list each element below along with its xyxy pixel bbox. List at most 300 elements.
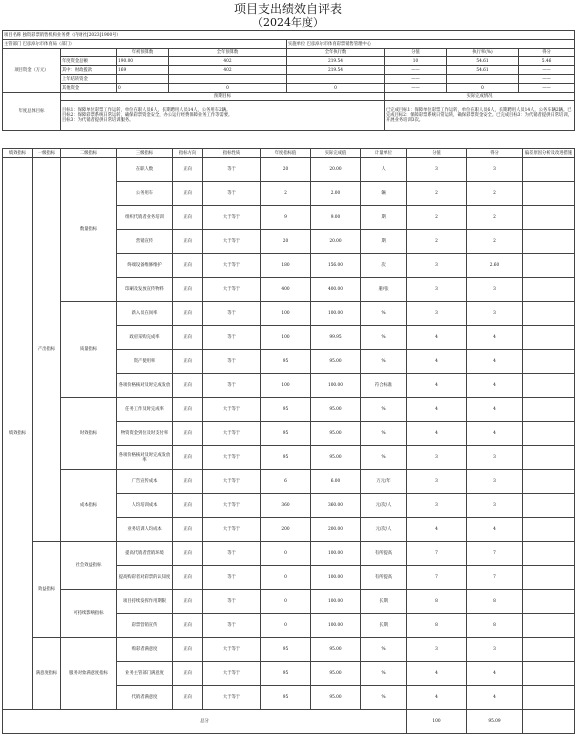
indicator-property: 等于 [203,158,261,182]
indicator-direction: 正向 [173,350,203,374]
goal-expected-header: 预期目标 [61,93,385,101]
dept-cell [3,40,287,49]
unit: 长期 [361,590,407,614]
funds-cell: 10 [385,57,447,66]
funds-cell: 0 [287,84,385,93]
level3-indicator: 政府采购完成率 [117,326,173,350]
deviation-note [523,158,575,182]
indicator-property: 大于等于 [203,686,261,710]
actual-value: 360.00 [311,494,361,518]
score-value: 7 [407,566,467,590]
target-value: 200 [261,518,311,542]
actual-value: 95.00 [311,638,361,662]
goal-label: 年度总体目标 [3,93,61,131]
score-value: 3 [407,158,467,182]
indicator-property: 大于等于 [203,278,261,302]
obtained-score: 4 [467,686,523,710]
project-name-value: 独资彩票销售机构业务费（内财社[2023]1900号） [22,32,121,38]
level3-indicator: 各项价格核对及时完成发放率 [117,446,173,470]
indicator-property: 大于等于 [203,518,261,542]
unit: 元/次/人 [361,518,407,542]
funds-row [3,66,575,75]
level3-indicator: 业务主管部门满意度 [117,662,173,686]
unit: % [361,302,407,326]
score-value: 4 [407,686,467,710]
score-value: 3 [407,638,467,662]
actual-value: 400.00 [311,278,361,302]
actual-value: 100.00 [311,590,361,614]
indicator-property: 大于等于 [203,206,261,230]
funds-table [2,30,575,131]
deviation-note [523,542,575,566]
obtained-score: 2 [467,206,523,230]
indicator-property: 大于等于 [203,230,261,254]
target-value: 2 [261,182,311,206]
actual-value: 20.00 [311,230,361,254]
deviation-note [523,566,575,590]
indicator-row [3,590,575,614]
unit: % [361,662,407,686]
impl-label: 实施单位 [288,41,306,47]
obtained-score: 2 [467,230,523,254]
level3-indicator: 业务培训人均成本 [117,518,173,542]
total-row [3,710,575,734]
level3-indicator: 在职人数 [117,158,173,182]
actual-value: 100.00 [311,302,361,326]
level2-indicator: 可持续影响指标 [61,590,117,638]
indicator-property: 等于 [203,542,261,566]
indicators-header-cell: 实际完成值 [311,149,361,158]
obtained-score: 3 [467,470,523,494]
obtained-score: 4 [467,350,523,374]
funds-cell: 0 [447,84,519,93]
target-value: 95 [261,686,311,710]
indicator-property: 大于等于 [203,494,261,518]
indicator-direction: 正向 [173,158,203,182]
obtained-score: 4 [467,422,523,446]
score-value: 4 [407,326,467,350]
target-value: 20 [261,230,311,254]
level2-indicator: 成本指标 [61,470,117,542]
funds-cell: 219.54 [287,66,385,75]
level3-indicator: 公务用车 [117,182,173,206]
indicator-row [3,638,575,662]
unit: 万元/年 [361,470,407,494]
level2-indicator: 社会效益指标 [61,542,117,590]
score-value: 4 [407,422,467,446]
level1-indicator: 产出指标 [33,158,61,542]
indicator-property: 大于等于 [203,638,261,662]
page-subtitle: （2024年度） [252,16,324,29]
funds-cell: 5.46 [519,57,575,66]
page-title: 项目支出绩效自评表 [233,2,342,16]
project-name-row [3,31,575,40]
indicator-direction: 正向 [173,182,203,206]
target-value: 95 [261,662,311,686]
deviation-note [523,230,575,254]
funds-col-1: 年初预算数 [117,49,169,57]
actual-value: 95.00 [311,686,361,710]
obtained-score: 7 [467,566,523,590]
indicator-direction: 正向 [173,446,203,470]
level2-indicator: 服务对象满意度指标 [61,638,117,710]
indicators-header-cell: 指标性质 [203,149,261,158]
unit: 期 [361,230,407,254]
obtained-score: 8 [467,590,523,614]
funds-col-4: 分值 [385,49,447,57]
target-value: 0 [261,542,311,566]
funds-cell: 0 [117,84,169,93]
indicator-property: 等于 [203,326,261,350]
score-value: 2 [407,206,467,230]
indicator-property: 等于 [203,302,261,326]
score-value: 4 [407,518,467,542]
level3-indicator: 新入员在岗率 [117,302,173,326]
unit: % [361,350,407,374]
actual-value: 9.00 [311,206,361,230]
indicator-row [3,470,575,494]
target-value: 0 [261,590,311,614]
level1-indicator: 效益指标 [33,542,61,638]
level3-indicator: 印刷及发放宣传物料 [117,278,173,302]
target-value: 95 [261,638,311,662]
obtained-score: 7 [467,542,523,566]
deviation-note [523,494,575,518]
funds-col-2: 全年预算数 [169,49,287,57]
actual-value: 95.00 [311,422,361,446]
unit: 人 [361,158,407,182]
deviation-note [523,662,575,686]
funds-cell: 54.61 [447,57,519,66]
indicator-direction: 正向 [173,590,203,614]
indicator-direction: 正向 [173,230,203,254]
actual-value: 6.00 [311,470,361,494]
target-value: 400 [261,278,311,302]
indicators-header-row [3,149,575,158]
unit: % [361,398,407,422]
indicator-direction: 正向 [173,638,203,662]
indicator-direction: 正向 [173,326,203,350]
target-value: 95 [261,350,311,374]
actual-value: 95.00 [311,398,361,422]
indicators-header-cell: 二级指标 [61,149,117,158]
level3-indicator: 项目持续发挥作用期限 [117,590,173,614]
indicator-row [3,542,575,566]
score-value: 3 [407,494,467,518]
score-value: 4 [407,350,467,374]
indicator-direction: 正向 [173,542,203,566]
indicator-direction: 正向 [173,278,203,302]
target-value: 0 [261,566,311,590]
unit: 有所提高 [361,542,407,566]
deviation-note [523,614,575,638]
obtained-score: 3 [467,494,523,518]
indicator-direction: 正向 [173,614,203,638]
funds-cell: —— [519,66,575,75]
indicator-property: 大于等于 [203,398,261,422]
score-value: 3 [407,470,467,494]
deviation-note [523,470,575,494]
indicator-direction: 正向 [173,374,203,398]
score-value: 8 [407,614,467,638]
score-value: 4 [407,374,467,398]
indicator-direction: 正向 [173,470,203,494]
indicator-row [3,158,575,182]
indicator-direction: 正向 [173,206,203,230]
indicators-header-cell: 绩效指标 [3,149,33,158]
deviation-note [523,350,575,374]
indicator-direction: 正向 [173,422,203,446]
indicator-property: 大于等于 [203,254,261,278]
score-value: 2 [407,182,467,206]
goal-expected-text: 目标1：保障单位彩票工作运转，单位在职人员6人，长期聘用人员14人，公务用车2辆。 目标2：保障彩票系统日常运转，确保彩票资金安全，办公运行经费保障业务工作等需要。 目标3：为代销者提供日常培训服务。 [61,101,385,131]
funds-cell: —— [519,75,575,84]
indicators-header-cell: 得分 [467,149,523,158]
unit: % [361,422,407,446]
target-value: 6 [261,470,311,494]
target-value: 100 [261,302,311,326]
deviation-note [523,182,575,206]
indicator-direction: 正向 [173,494,203,518]
goal-actual-text: 已完成目标1：保障单位彩票工作运转，单位在职人员6人，长期聘用人员14人，公务车辆2辆。已完成目标2：保障彩票系统日常运转，确保彩票资金安全。已完成目标3：为代销者提供日常培训，开展业务培训3次。 [385,101,575,131]
unit: 有所提高 [361,566,407,590]
score-value: 4 [407,398,467,422]
actual-value: 99.95 [311,326,361,350]
indicator-direction: 正向 [173,398,203,422]
total-label: 总分 [3,710,407,734]
funds-blank [61,49,117,57]
indicator-direction: 正向 [173,254,203,278]
funds-cell: —— [385,84,447,93]
level3-indicator: 物资资金到位及时支付率 [117,422,173,446]
level2-indicator: 时效指标 [61,398,117,470]
actual-value: 100.00 [311,614,361,638]
score-value: 4 [407,662,467,686]
score-value: 8 [407,590,467,614]
obtained-score: 4 [467,662,523,686]
unit: % [361,686,407,710]
actual-value: 200.00 [311,518,361,542]
target-value: 100 [261,326,311,350]
level3-indicator: 代销者满意度 [117,686,173,710]
target-value: 180 [261,254,311,278]
score-value: 2 [407,230,467,254]
indicators-header-cell: 年度指标值 [261,149,311,158]
level2-indicator: 质量指标 [61,302,117,398]
level1-indicator: 满意度指标 [33,638,61,710]
funds-cell: 402 [169,66,287,75]
indicator-property: 大于等于 [203,446,261,470]
unit: % [361,326,407,350]
deviation-note [523,326,575,350]
level2-indicator: 数量指标 [61,158,117,302]
unit: % [361,638,407,662]
funds-col-6: 得分 [519,49,575,57]
funds-cell: 219.54 [287,57,385,66]
funds-row-name: 上年结转资金 [61,75,117,84]
indicator-direction: 正向 [173,686,203,710]
funds-cell: 169 [117,66,169,75]
indicators-header-cell: 一级指标 [33,149,61,158]
funds-cell [447,75,519,84]
actual-value: 100.00 [311,566,361,590]
funds-label: 项目资金（万元） [3,49,61,93]
dept-label: 主管部门 [4,41,22,47]
dept-value: 巴彦淖尔市体育局（部门） [22,41,75,47]
unit: 册/张 [361,278,407,302]
actual-value: 100.00 [311,542,361,566]
deviation-note [523,374,575,398]
indicator-direction: 正向 [173,518,203,542]
funds-col-5: 执行率(%) [447,49,519,57]
funds-col-3: 全年执行数 [287,49,385,57]
deviation-note [523,206,575,230]
funds-row [3,57,575,66]
indicators-header-cell: 指标方向 [173,149,203,158]
indicators-header-cell: 计量单位 [361,149,407,158]
level3-indicator: 终端设备维修维护 [117,254,173,278]
actual-value: 95.00 [311,446,361,470]
score-value: 3 [407,278,467,302]
actual-value: 100.00 [311,374,361,398]
level3-indicator: 购彩者满意度 [117,638,173,662]
funds-cell: 0 [169,84,287,93]
indicator-row [3,302,575,326]
funds-cell: 402 [169,57,287,66]
obtained-score: 3 [467,302,523,326]
unit: 长期 [361,614,407,638]
actual-value: 95.00 [311,662,361,686]
deviation-note [523,398,575,422]
indicator-property: 大于等于 [203,422,261,446]
deviation-note [523,278,575,302]
total-note [523,710,575,734]
deviation-note [523,518,575,542]
unit: 辆 [361,182,407,206]
funds-row [3,84,575,93]
deviation-note [523,590,575,614]
unit: 期 [361,206,407,230]
funds-row-name: 年度资金总额 [61,57,117,66]
target-value: 95 [261,398,311,422]
funds-cell: 54.61 [447,66,519,75]
level3-indicator: 提高代销者营销环境 [117,542,173,566]
target-value: 360 [261,494,311,518]
target-value: 95 [261,422,311,446]
indicator-property: 等于 [203,350,261,374]
funds-cell: 190.00 [117,57,169,66]
indicator-property: 等于 [203,590,261,614]
goal-actual-header: 实际完成情况 [385,93,575,101]
indicator-property: 大于等于 [203,470,261,494]
obtained-score: 3 [467,446,523,470]
score-value: 3 [407,302,467,326]
score-value: 7 [407,542,467,566]
indicator-property: 等于 [203,566,261,590]
funds-cell: —— [519,84,575,93]
target-value: 0 [261,614,311,638]
deviation-note [523,254,575,278]
obtained-score: 4 [467,326,523,350]
funds-cell: —— [385,66,447,75]
obtained-score: 4 [467,398,523,422]
level3-indicator: 组织代销者业务培训 [117,206,173,230]
target-value: 100 [261,374,311,398]
target-value: 95 [261,446,311,470]
impl-value: 巴彦淖尔市体育彩票销售管理中心 [306,41,372,47]
funds-row-name: 其他资金 [61,84,117,93]
unit: % [361,446,407,470]
level3-indicator: 资产使用率 [117,350,173,374]
funds-row-name: 其中：财政拨款 [61,66,117,75]
target-value: 9 [261,206,311,230]
score-value: 3 [407,446,467,470]
actual-value: 2.00 [311,182,361,206]
level3-indicator: 彩票营销宣传 [117,614,173,638]
indicators-header-cell: 分值 [407,149,467,158]
indicator-direction: 正向 [173,302,203,326]
level3-indicator: 广告宣传成本 [117,470,173,494]
level3-indicator: 营销宣传 [117,230,173,254]
level3-indicator: 人均培训成本 [117,494,173,518]
level3-indicator: 各项价格核对及时完成发放 [117,374,173,398]
indicator-property: 等于 [203,374,261,398]
indicator-row [3,398,575,422]
deviation-note [523,422,575,446]
level3-indicator: 提高购彩者对彩票的认知度 [117,566,173,590]
funds-cell [287,75,385,84]
project-name-label: 项目名称 [4,32,22,38]
score-value: 3 [407,254,467,278]
obtained-score: 3 [467,638,523,662]
total-score: 100 [407,710,467,734]
indicators-header-cell: 三级指标 [117,149,173,158]
deviation-note [523,302,575,326]
deviation-note [523,446,575,470]
indicator-direction: 正向 [173,566,203,590]
funds-row [3,75,575,84]
category-label: 绩效指标 [3,158,33,710]
unit: 元/次/人 [361,494,407,518]
obtained-score: 3 [467,278,523,302]
target-value: 20 [261,158,311,182]
obtained-score: 2.60 [467,254,523,278]
funds-cell [117,75,169,84]
obtained-score: 2 [467,182,523,206]
obtained-score: 3 [467,158,523,182]
obtained-score: 8 [467,614,523,638]
indicator-property: 等于 [203,614,261,638]
indicators-header-cell: 偏差原因分析及改进措施 [523,149,575,158]
unit: 符合标准 [361,374,407,398]
impl-cell [287,40,575,49]
deviation-note [523,638,575,662]
indicator-property: 等于 [203,182,261,206]
funds-cell: —— [385,75,447,84]
unit: 次 [361,254,407,278]
actual-value: 20.00 [311,158,361,182]
actual-value: 156.00 [311,254,361,278]
funds-cell [169,75,287,84]
indicator-direction: 正向 [173,662,203,686]
deviation-note [523,686,575,710]
total-obtained: 95.09 [467,710,523,734]
level3-indicator: 任务工作及时完成率 [117,398,173,422]
indicator-property: 大于等于 [203,662,261,686]
obtained-score: 4 [467,518,523,542]
actual-value: 95.00 [311,350,361,374]
indicators-table [2,148,575,734]
